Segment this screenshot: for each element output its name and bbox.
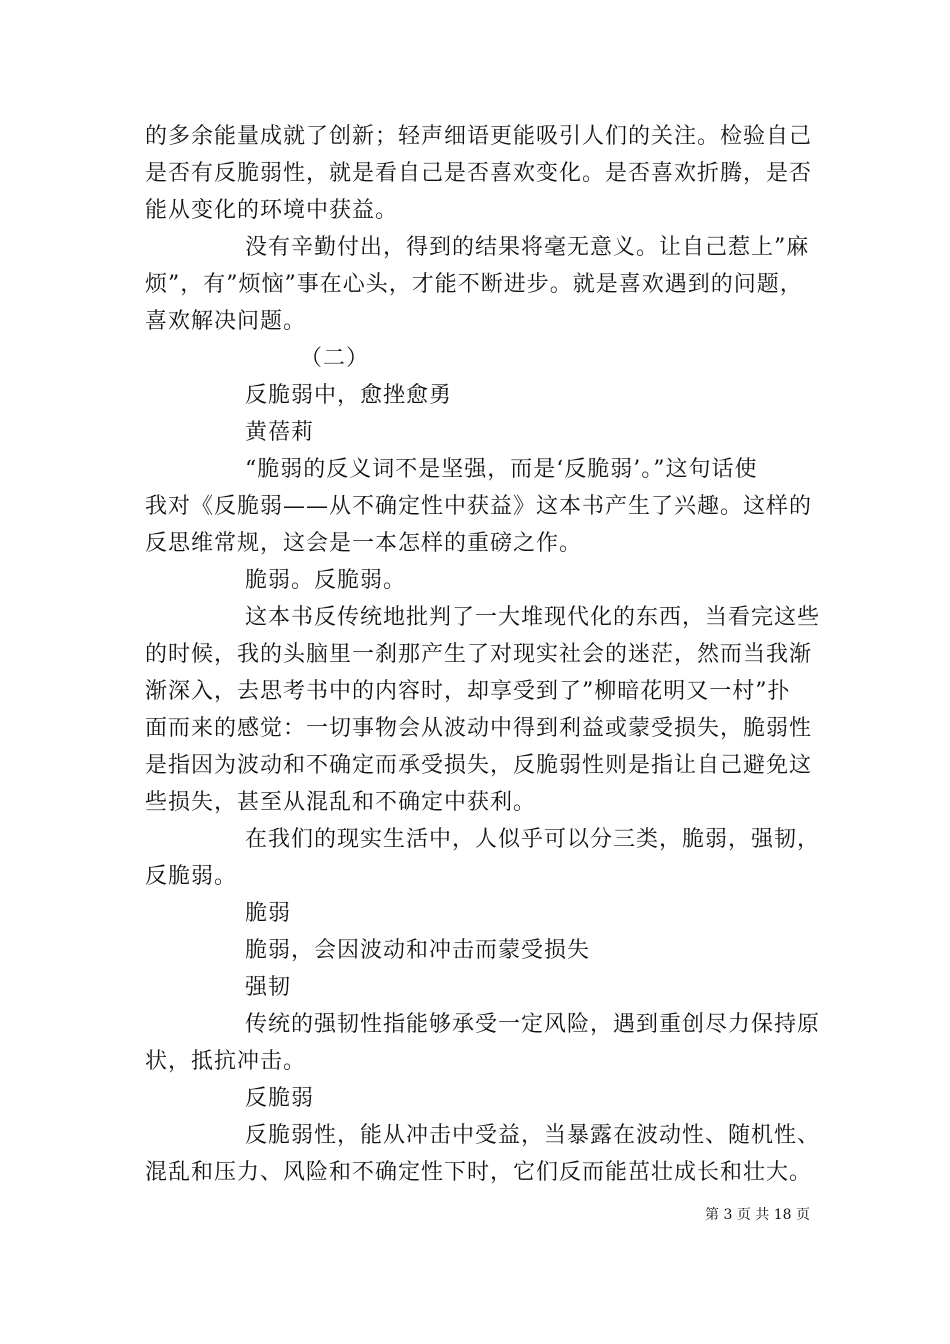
subheading-robust: 强韧 — [245, 975, 292, 1000]
text-line: 脆弱，会因波动和冲击而蒙受损失 — [245, 938, 591, 963]
text-line: “脆弱的反义词不是坚强，而是‘反脆弱’。”这句话使 — [245, 457, 758, 482]
article-title: 反脆弱中，愈挫愈勇 — [245, 383, 453, 408]
text-line: 反脆弱性，能从冲击中受益，当暴露在波动性、随机性、 — [245, 1123, 821, 1148]
text-line: 状，抵抗冲击。 — [145, 1049, 307, 1074]
text-line: 反思维常规，这会是一本怎样的重磅之作。 — [145, 531, 583, 556]
text-line: 混乱和压力、风险和不确定性下时，它们反而能茁壮成长和壮大。 — [145, 1160, 813, 1185]
text-line: 是否有反脆弱性，就是看自己是否喜欢变化。是否喜欢折腾，是否 — [145, 161, 813, 186]
text-line: 我对《反脆弱——从不确定性中获益》这本书产生了兴趣。这样的 — [145, 494, 813, 519]
text-line: 的时候，我的头脑里一刹那产生了对现实社会的迷茫，然而当我渐 — [145, 642, 813, 667]
section-number: （二） — [300, 346, 370, 371]
text-line: 的多余能量成就了创新；轻声细语更能吸引人们的关注。检验自己 — [145, 124, 813, 149]
text-line: 传统的强韧性指能够承受一定风险，遇到重创尽力保持原 — [245, 1012, 821, 1037]
text-line: 是指因为波动和不确定而承受损失，反脆弱性则是指让自己避免这 — [145, 753, 813, 778]
page-footer: 第 3 页 共 18 页 — [705, 1207, 810, 1223]
subheading-antifragile: 反脆弱 — [245, 1086, 315, 1111]
text-line: 些损失，甚至从混乱和不确定中获利。 — [145, 790, 537, 815]
text-line: 在我们的现实生活中，人似乎可以分三类，脆弱，强韧， — [245, 827, 821, 852]
text-line: 这本书反传统地批判了一大堆现代化的东西，当看完这些 — [245, 605, 821, 630]
text-line: 反脆弱。 — [145, 864, 238, 889]
text-line: 面而来的感觉：一切事物会从波动中得到利益或蒙受损失，脆弱性 — [145, 716, 813, 741]
text-line: 脆弱。反脆弱。 — [245, 568, 407, 593]
text-line: 喜欢解决问题。 — [145, 309, 307, 334]
text-line: 没有辛勤付出，得到的结果将毫无意义。让自己惹上”麻 — [245, 235, 810, 260]
text-line: 烦”，有”烦恼”事在心头，才能不断进步。就是喜欢遇到的问题， — [145, 272, 803, 297]
text-line: 渐深入，去思考书中的内容时，却享受到了”柳暗花明又一村”扑 — [145, 679, 791, 704]
subheading-fragile: 脆弱 — [245, 901, 292, 926]
author-name: 黄蓓莉 — [245, 420, 315, 445]
text-line: 能从变化的环境中获益。 — [145, 198, 399, 223]
